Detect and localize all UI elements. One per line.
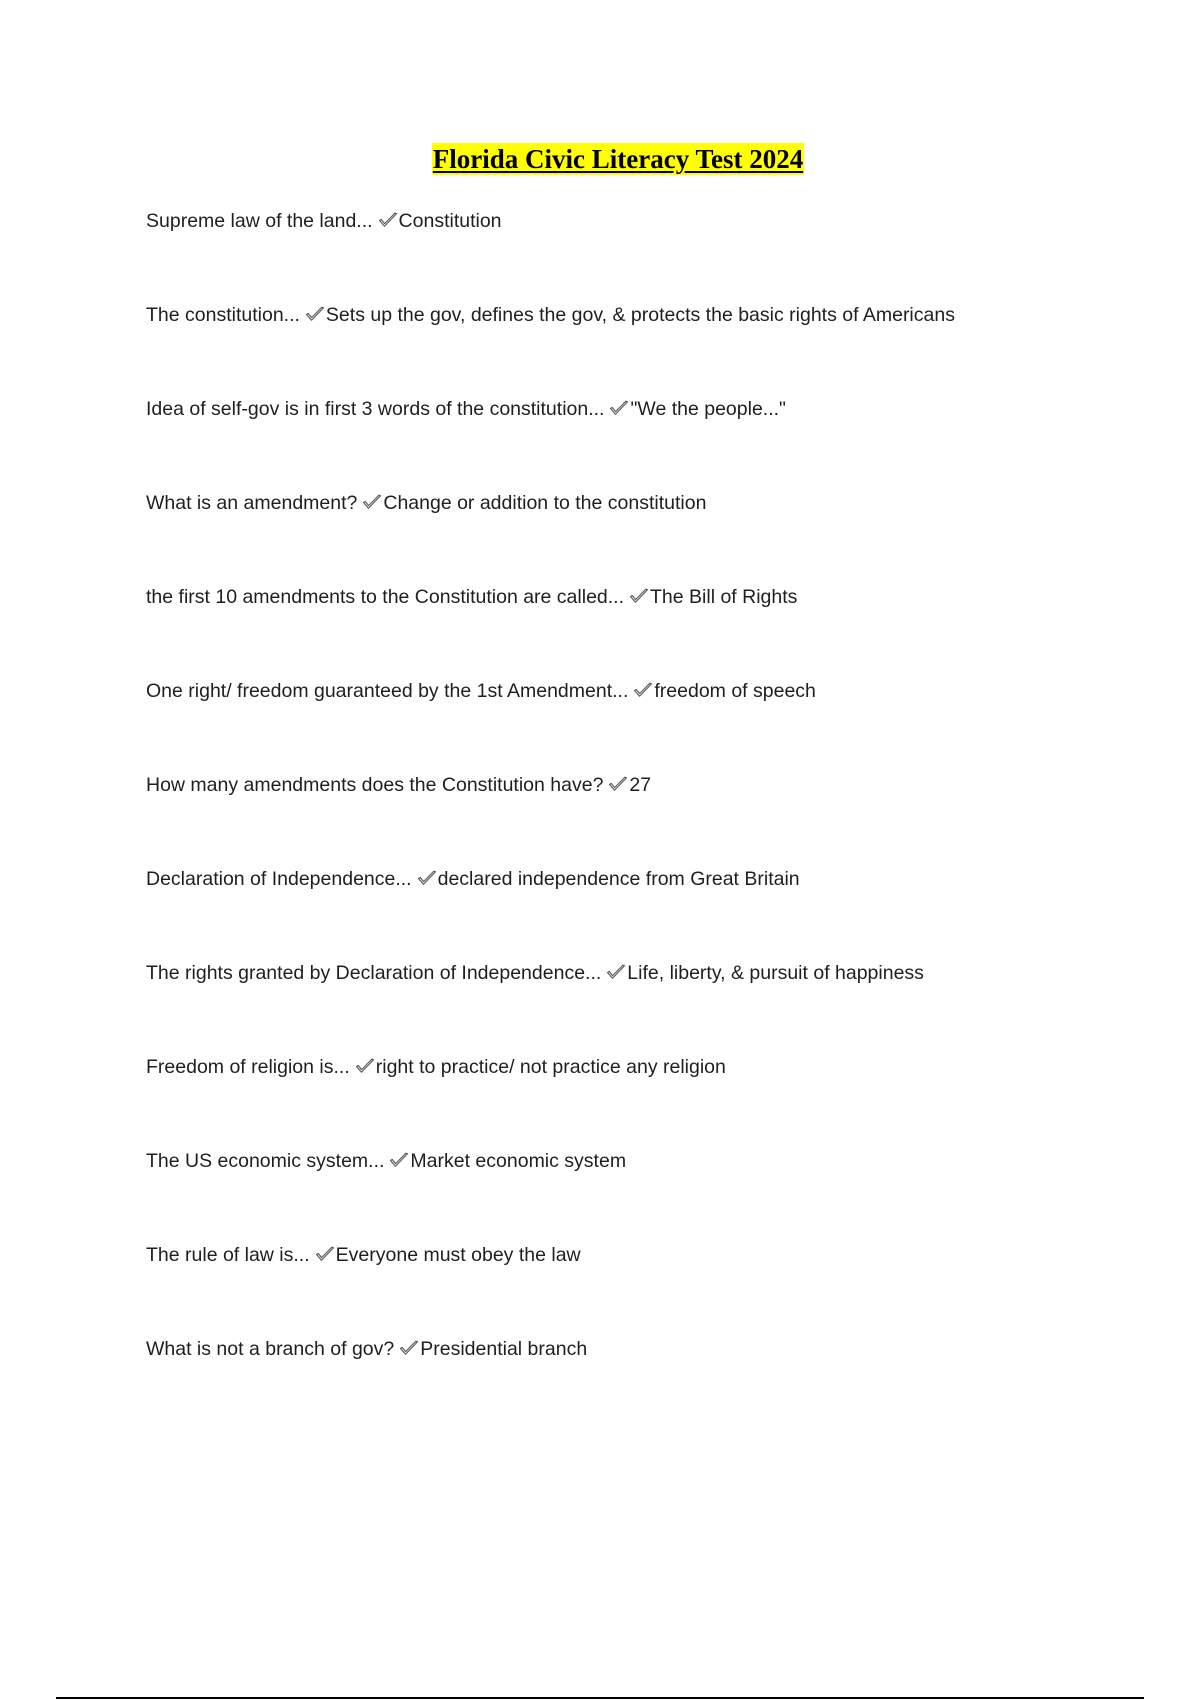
question-text: One right/ freedom guaranteed by the 1st Amendment... — [146, 680, 629, 702]
qa-item — [146, 772, 1146, 866]
answer-text: Sets up the gov, defines the gov, & protects the basic rights of Americans — [325, 304, 955, 326]
check-icon — [389, 1152, 409, 1168]
question-text: The constitution... — [146, 304, 300, 326]
qa-item — [146, 396, 1146, 490]
qa-item — [146, 960, 1146, 1054]
answer-text: Market economic system — [410, 1150, 627, 1172]
check-icon — [362, 494, 382, 510]
answer-text: Change or addition to the constitution — [383, 492, 707, 514]
answer-text: Life, liberty, & pursuit of happiness — [627, 962, 924, 984]
question-answer-list — [146, 208, 1146, 1430]
check-icon — [355, 1058, 375, 1074]
qa-item — [146, 1148, 1146, 1242]
qa-item — [146, 208, 1146, 302]
qa-item — [146, 1242, 1146, 1336]
question-text: Supreme law of the land... — [146, 210, 373, 232]
question-text: What is not a branch of gov? — [146, 1338, 395, 1360]
question-text: How many amendments does the Constitution have? — [146, 774, 604, 796]
qa-item — [146, 1336, 1146, 1430]
question-text: Declaration of Independence... — [146, 868, 412, 890]
question-text: the first 10 amendments to the Constitution are called... — [146, 586, 625, 608]
question-text: The US economic system... — [146, 1150, 385, 1172]
check-icon — [378, 212, 398, 228]
question-text: The rights granted by Declaration of Independence... — [146, 962, 602, 984]
check-icon — [417, 870, 437, 886]
answer-text: right to practice/ not practice any religion — [375, 1056, 726, 1078]
check-icon — [633, 682, 653, 698]
check-icon — [315, 1246, 335, 1262]
answer-text: Everyone must obey the law — [335, 1244, 581, 1266]
question-text: Idea of self-gov is in first 3 words of the constitution... — [146, 398, 605, 420]
check-icon — [608, 776, 628, 792]
question-text: The rule of law is... — [146, 1244, 310, 1266]
qa-item — [146, 678, 1146, 772]
check-icon — [606, 964, 626, 980]
qa-item — [146, 1054, 1146, 1148]
qa-item — [146, 302, 1146, 396]
answer-text: declared independence from Great Britain — [437, 868, 800, 890]
qa-item — [146, 584, 1146, 678]
question-text: What is an amendment? — [146, 492, 358, 514]
answer-text: The Bill of Rights — [650, 586, 798, 608]
qa-item — [146, 866, 1146, 960]
title-container — [0, 143, 1200, 175]
answer-text: 27 — [629, 774, 652, 796]
question-text: Freedom of religion is... — [146, 1056, 350, 1078]
check-icon — [629, 588, 649, 604]
document-title: Florida Civic Literacy Test 2024 — [432, 144, 804, 174]
answer-text: "We the people..." — [630, 398, 786, 420]
answer-text: Presidential branch — [420, 1338, 588, 1360]
check-icon — [609, 400, 629, 416]
check-icon — [399, 1340, 419, 1356]
page-bottom-rule — [56, 1697, 1144, 1699]
answer-text: freedom of speech — [654, 680, 816, 702]
answer-text: Constitution — [398, 210, 502, 232]
qa-item — [146, 490, 1146, 584]
check-icon — [305, 306, 325, 322]
